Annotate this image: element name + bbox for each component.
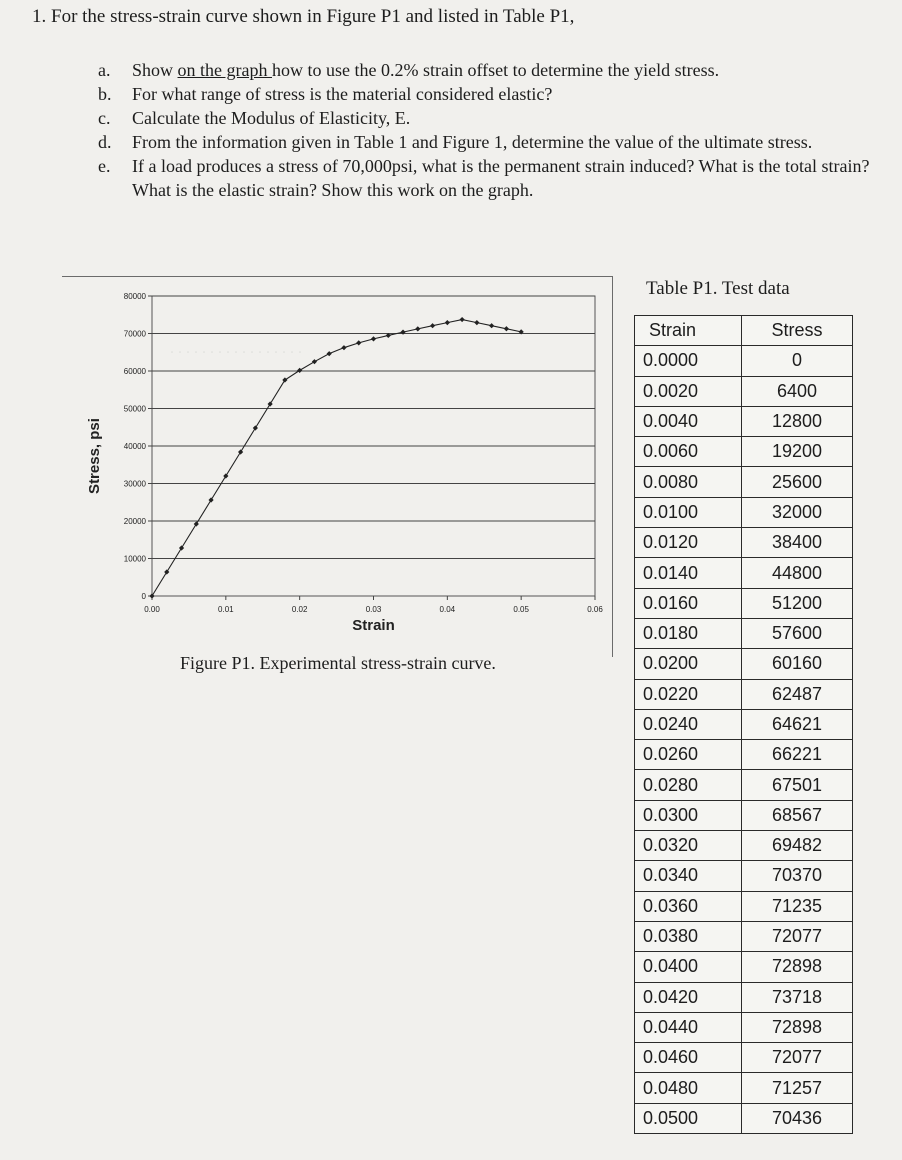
stress-cell: 38400 [742,528,853,558]
part-a-text: how to use the 0.2% strain offset to determine the yield stress. [272,60,720,80]
strain-cell: 0.0060 [635,437,742,467]
table-row [635,1043,853,1073]
table-row [635,376,853,406]
y-tick-label: 50000 [123,404,146,414]
table-row [635,891,853,921]
part-a-underlined: on the graph [177,60,272,80]
strain-cell: 0.0480 [635,1073,742,1103]
part-a-lead: Show [132,60,178,80]
stress-cell: 70370 [742,861,853,891]
strain-cell: 0.0280 [635,770,742,800]
data-point [341,345,346,350]
question-part-a [98,58,888,82]
stress-cell: 70436 [742,1103,853,1133]
x-tick-label: 0.06 [587,605,603,614]
y-axis-label: Stress, psi [86,418,103,494]
strain-cell: 0.0040 [635,406,742,436]
part-label: a. [98,60,111,80]
y-tick-label: 20000 [123,517,146,526]
strain-cell: 0.0420 [635,982,742,1012]
data-point [179,545,184,550]
strain-cell: 0.0100 [635,497,742,527]
data-point [415,326,420,331]
strain-cell: 0.0380 [635,921,742,951]
strain-cell: 0.0140 [635,558,742,588]
table-row [635,497,853,527]
table-row [635,679,853,709]
table-row [635,649,853,679]
column-header-stress: Stress [742,316,853,346]
strain-cell: 0.0260 [635,740,742,770]
stress-cell: 0 [742,346,853,376]
table-row [635,618,853,648]
question-part-e [98,154,888,202]
stress-cell: 72077 [742,1043,853,1073]
strain-cell: 0.0120 [635,528,742,558]
x-tick-label: 0.03 [365,605,382,614]
table-row [635,921,853,951]
strain-cell: 0.0340 [635,861,742,891]
part-e-text: If a load produces a stress of 70,000psi, what is the permanent strain induced? What is the total strain? What is the elastic strain? Show this work on the graph. [132,156,870,200]
data-point [238,449,243,454]
table-row [635,861,853,891]
data-point [445,320,450,325]
data-point [223,473,228,478]
stress-cell: 68567 [742,800,853,830]
stress-cell: 32000 [742,497,853,527]
worksheet-page: 1. For the stress-strain curve shown in Figure P1 and listed in Table P1, a. Show on the graph how to use the 0.2% strain offset to determine the yield stress. b. For what range of stress is the material considered elastic? c. Calculate the Modulus of Elasticity, E. d. From the information given in Table 1 and Figure 1, determine the value of the ultimate stress. e. If a load produces a stress of 70,000psi, what is the permanent strain induced? What is the total strain? What is the elastic strain? Show this work on the graph. 0 10000 20000 30000 40000 50000 60000 70000 80000 0.00 0.01 0.02 0.03 0.04 0.05 0.06 Strain Stress, psi Figure P1. Experimental stress-strain curve. Table P1. Test data Strain Stress 0.0000 0 0.0020 6400 0.0040 12800 0.0060 19200 0.0080 25600 0.0100 32000 0.0120 38400 0.0140 44800 0.0160 51200 0.0180 57600 0.0200 60160 0.0220 62487 0.0240 64621 0.0260 66221 0.0280 67501 0.0300 68567 0.0320 69482 0.0340 70370 0.0360 71235 0.0380 72077 0.0400 72898 0.0420 73718 0.0440 72898 0.0460 72077 0.0480 71257 0.0500 70436 . . . . . . . . . . . . . . . . . [0,0,902,1160]
stress-cell: 51200 [742,588,853,618]
stress-cell: 69482 [742,831,853,861]
question-part-c [98,106,888,130]
strain-cell: 0.0440 [635,1012,742,1042]
y-tick-label: 0 [141,592,146,601]
stress-cell: 12800 [742,406,853,436]
question-part-d [98,130,888,154]
strain-cell: 0.0160 [635,588,742,618]
table-title: Table P1. Test data [646,278,790,299]
part-label: c. [98,108,111,128]
part-label: d. [98,132,112,152]
table-row [635,528,853,558]
strain-cell: 0.0180 [635,618,742,648]
stress-cell: 44800 [742,558,853,588]
stress-cell: 72898 [742,952,853,982]
strain-cell: 0.0200 [635,649,742,679]
y-tick-label: 60000 [123,367,146,376]
y-tick-label: 40000 [123,442,146,451]
table-row [635,982,853,1012]
table-row [635,588,853,618]
table-row [635,437,853,467]
question-parts [98,58,888,202]
table-row [635,558,853,588]
part-d-text: From the information given in Table 1 and Figure 1, determine the value of the ultimate stress. [132,132,813,152]
strain-cell: 0.0220 [635,679,742,709]
strain-cell: 0.0020 [635,376,742,406]
table-row [635,831,853,861]
data-point [460,317,465,322]
strain-cell: 0.0400 [635,952,742,982]
stress-cell: 71235 [742,891,853,921]
stress-cell: 64621 [742,709,853,739]
data-point [312,359,317,364]
data-point [430,323,435,328]
table-row [635,1103,853,1133]
table-row [635,709,853,739]
y-tick-label: 30000 [123,479,146,489]
x-tick-label: 0.04 [439,605,456,614]
data-point [327,351,332,356]
strain-cell: 0.0460 [635,1043,742,1073]
part-c-text: Calculate the Modulus of Elasticity, E. [132,108,411,128]
column-header-strain: Strain [635,316,742,346]
data-point [371,336,376,341]
part-label: e. [98,156,111,176]
part-b-text: For what range of stress is the material considered elastic? [132,84,553,104]
series-line [152,320,521,596]
strain-cell: 0.0320 [635,831,742,861]
figure-caption: Figure P1. Experimental stress-strain curve. [180,653,496,673]
strain-cell: 0.0080 [635,467,742,497]
strain-cell: 0.0300 [635,800,742,830]
question-part-b [98,82,888,106]
table-row [635,740,853,770]
data-point [474,320,479,325]
question-number: 1. [32,6,47,27]
data-point [253,425,258,430]
x-tick-label: 0.02 [291,605,308,614]
stress-cell: 57600 [742,618,853,648]
table-row [635,1012,853,1042]
stress-cell: 73718 [742,982,853,1012]
strain-cell: 0.0240 [635,709,742,739]
stress-cell: 19200 [742,437,853,467]
data-point [194,521,199,526]
strain-cell: 0.0000 [635,346,742,376]
strain-cell: 0.0360 [635,891,742,921]
data-point [268,401,273,406]
table-row [635,952,853,982]
stress-cell: 62487 [742,679,853,709]
table-row [635,406,853,436]
stress-cell: 71257 [742,1073,853,1103]
stress-cell: 6400 [742,376,853,406]
stress-cell: 67501 [742,770,853,800]
table-row [635,770,853,800]
table-row [635,800,853,830]
data-point [356,340,361,345]
stress-cell: 60160 [742,649,853,679]
y-tick-label: 80000 [123,292,146,301]
part-label: b. [98,84,112,104]
y-tick-label: 10000 [123,554,146,564]
data-point [504,326,509,331]
table-row [635,346,853,376]
question-heading [32,6,574,28]
x-tick-label: 0.00 [144,605,160,614]
x-axis-label: Strain [352,617,395,634]
strain-cell: 0.0500 [635,1103,742,1133]
stress-cell: 25600 [742,467,853,497]
table-row [635,467,853,497]
stress-strain-chart [62,276,614,658]
data-point [149,593,154,598]
stress-cell: 72077 [742,921,853,951]
test-data-table [634,315,853,1134]
data-point [208,497,213,502]
table-row [635,1073,853,1103]
table-header-row [635,316,853,346]
y-tick-label: 70000 [123,329,146,339]
x-tick-label: 0.01 [218,605,234,614]
x-tick-label: 0.05 [513,605,529,614]
data-point [164,569,169,574]
question-text: For the stress-strain curve shown in Figure P1 and listed in Table P1, [51,6,575,27]
data-point [489,323,494,328]
stress-cell: 72898 [742,1012,853,1042]
stress-cell: 66221 [742,740,853,770]
